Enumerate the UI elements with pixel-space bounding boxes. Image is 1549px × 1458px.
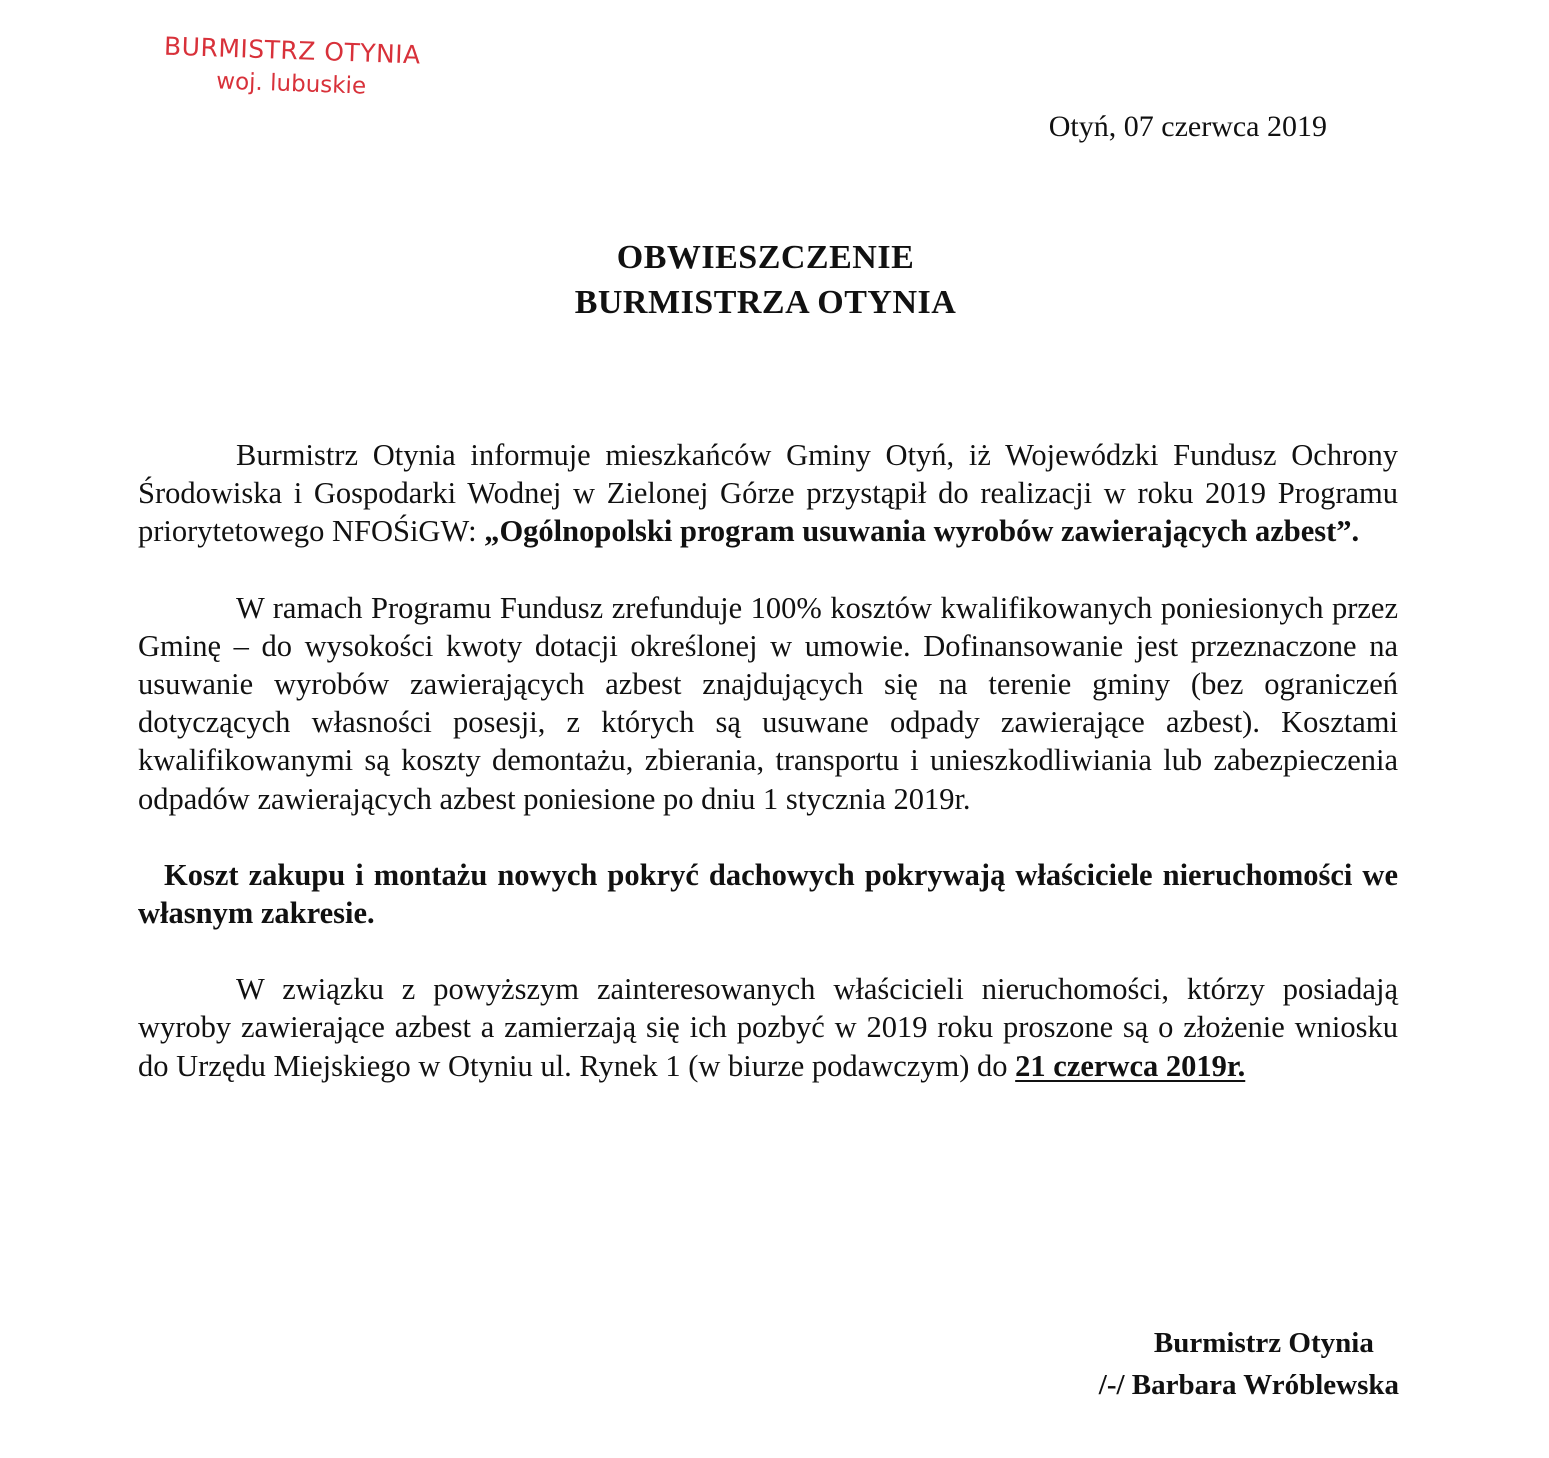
application-deadline: 21 czerwca 2019r. [1015,1048,1246,1083]
paragraph-application [138,970,1398,1085]
paragraph-program-info [138,436,1398,551]
paragraph-funding-details: W ramach Programu Fundusz zrefunduje 100% kosztów kwalifikowanych poniesionych przez Gminę – do wysokości kwoty dotacji określonej w umowie. Dofinansowanie jest przeznaczone na usuwanie wyrobów zawierających azbest znajdujących się na terenie gminy (bez ograniczeń dotyczących własności posesji, z których są usuwane odpady zawierające azbest). Kosztami kwalifikowanymi są koszty demontażu, zbierania, transportu i unieszkodliwiania lub zabezpieczenia odpadów zawierających azbest poniesione po dniu 1 stycznia 2019r. [138,590,1398,816]
stamp-region: woj. lubuskie [215,68,367,100]
stamp-title: BURMISTRZ OTYNIA [163,31,422,70]
signature-block [1099,1322,1399,1406]
document-title [0,235,1531,325]
official-stamp [146,30,438,104]
title-line-1: OBWIESZCZENIE [616,239,915,276]
signature-title: Burmistrz Otynia [1153,1327,1374,1359]
paragraph-text: Burmistrz Otynia informuje mieszkańców Gminy Otyń, iż Wojewódzki Fundusz Ochrony Środowiska i Gospodarki Wodnej w Zielonej Górze przystąpił do realizacji w roku 2019 Programu priorytetowego NFOŚiGW: [138,438,1398,549]
paragraph-text: W związku z powyższym zainteresowanych właścicieli nieruchomości, którzy posiadają wyroby zawierające azbest a zamierzają się ich pozbyć w 2019 roku proszone są o złożenie wniosku do Urzędu Miejskiego w Otyniu ul. Rynek 1 (w biurze podawczym) do [138,972,1398,1083]
title-line-2: BURMISTRZA OTYNIA [574,284,957,321]
paragraph-owner-costs: Koszt zakupu i montażu nowych pokryć dachowych pokrywają właściciele nieruchomości we własnym zakresie. [138,857,1398,931]
signature-name: /-/ Barbara Wróblewska [1098,1369,1399,1401]
program-name: „Ogólnopolski program usuwania wyrobów zawierających azbest”. [484,514,1360,549]
document-body [138,436,1398,1085]
document-date: Otyń, 07 czerwca 2019 [1048,110,1327,143]
